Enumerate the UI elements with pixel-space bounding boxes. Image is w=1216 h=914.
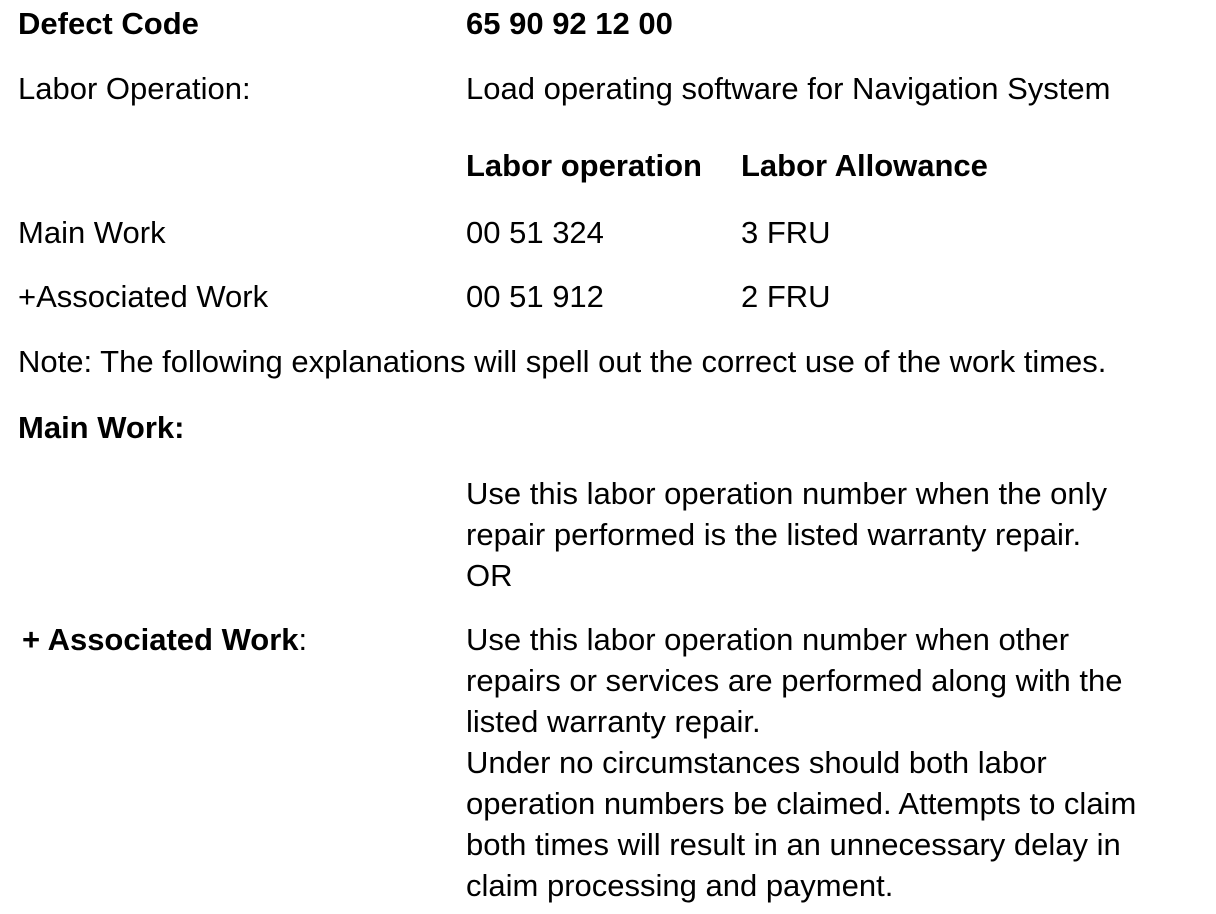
associated-work-explanation <box>466 619 1206 906</box>
associated-work-line: both times will result in an unnecessary delay in <box>466 827 1121 862</box>
row-allowance: 3 FRU <box>741 215 831 250</box>
associated-work-line: repairs or services are performed along with the <box>466 663 1123 698</box>
note-text: Note: The following explanations will spell out the correct use of the work times. <box>18 344 1107 379</box>
row-name: Main Work <box>18 215 166 250</box>
main-work-explanation <box>466 473 1206 596</box>
associated-work-line: Under no circumstances should both labor <box>466 745 1047 780</box>
main-work-heading: Main Work: <box>18 410 185 445</box>
defect-code-value: 65 90 92 12 00 <box>466 6 673 41</box>
row-operation-number: 00 51 912 <box>466 279 604 314</box>
row-allowance: 2 FRU <box>741 279 831 314</box>
main-work-line: repair performed is the listed warranty repair. <box>466 517 1082 552</box>
associated-work-heading-colon: : <box>298 622 308 657</box>
labor-operation-value: Load operating software for Navigation System <box>466 71 1111 106</box>
associated-work-line: claim processing and payment. <box>466 868 894 903</box>
main-work-line: Use this labor operation number when the only <box>466 476 1108 511</box>
row-operation-number: 00 51 324 <box>466 215 604 250</box>
associated-work-line: Use this labor operation number when other <box>466 622 1070 657</box>
associated-work-heading-text: + Associated Work <box>22 622 299 657</box>
row-name: +Associated Work <box>18 279 269 314</box>
associated-work-heading <box>22 619 307 660</box>
header-labor-operation: Labor operation <box>466 148 702 183</box>
labor-operation-label: Labor Operation: <box>18 71 251 106</box>
associated-work-line: listed warranty repair. <box>466 704 761 739</box>
header-labor-allowance: Labor Allowance <box>741 148 988 183</box>
defect-code-label: Defect Code <box>18 6 199 41</box>
main-work-line: OR <box>466 558 513 593</box>
associated-work-line: operation numbers be claimed. Attempts to claim <box>466 786 1137 821</box>
